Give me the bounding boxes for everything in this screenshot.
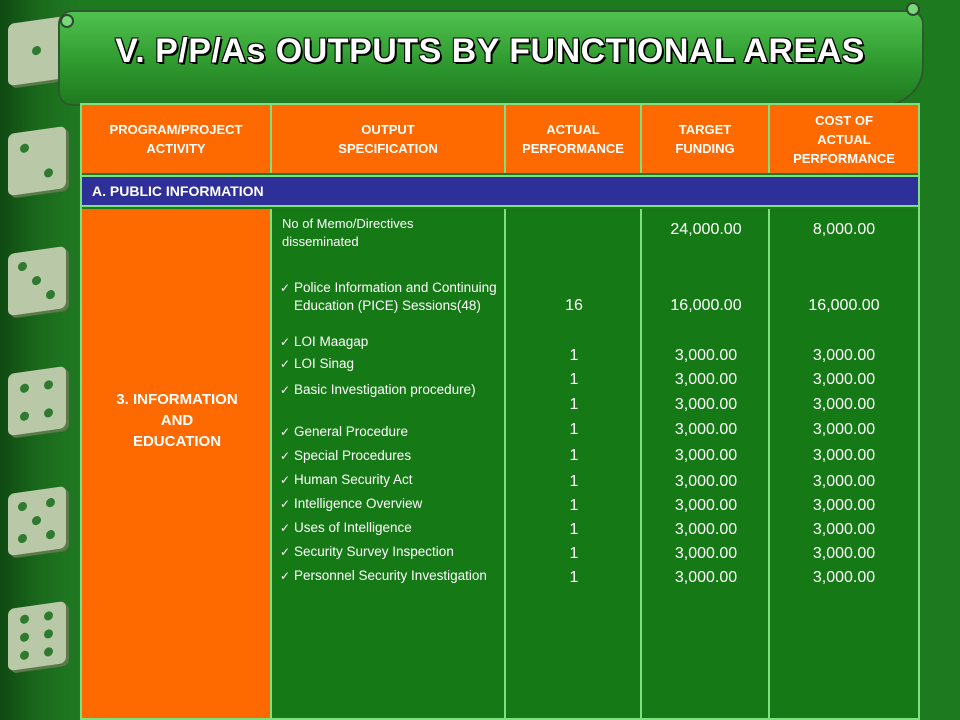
spec-item-text: General Procedure — [294, 424, 409, 439]
scroll-curl-icon — [60, 14, 74, 28]
check-icon: ✓ — [280, 569, 291, 583]
cost-value: 3,000.00 — [812, 473, 876, 490]
spec-list-item — [280, 495, 504, 513]
actual-value: 1 — [569, 497, 579, 514]
spec-list-item — [280, 543, 504, 561]
background-left-strip — [0, 0, 80, 720]
spec-list-item — [280, 567, 504, 585]
actual-value: 1 — [569, 473, 579, 490]
spec-item-text: Police Information and Continuing Education (PICE) Sessions(48) — [294, 280, 497, 313]
spec-list-item — [280, 381, 504, 399]
dice-icon — [8, 246, 66, 316]
spec-item-text: Personnel Security Investigation — [294, 568, 487, 583]
actual-value: 1 — [569, 347, 579, 364]
target-value: 24,000.00 — [670, 221, 742, 238]
cost-value: 3,000.00 — [812, 421, 876, 438]
page-title: V. P/P/As OUTPUTS BY FUNCTIONAL AREAS — [115, 32, 865, 70]
cost-value: 3,000.00 — [812, 545, 876, 562]
actual-value: 1 — [569, 569, 579, 586]
check-icon: ✓ — [280, 521, 291, 535]
check-icon: ✓ — [280, 335, 291, 349]
target-value: 3,000.00 — [674, 569, 738, 586]
check-icon: ✓ — [280, 449, 291, 463]
check-icon: ✓ — [280, 281, 291, 295]
target-value: 3,000.00 — [674, 497, 738, 514]
spec-item-text: Uses of Intelligence — [294, 520, 412, 535]
check-icon: ✓ — [280, 383, 291, 397]
cost-value: 3,000.00 — [812, 396, 876, 413]
actual-value: 16 — [565, 297, 583, 314]
spec-item-text: Human Security Act — [294, 472, 413, 487]
dice-icon — [8, 486, 66, 556]
outputs-table — [80, 103, 920, 720]
dice-icon — [8, 126, 66, 196]
cost-value: 3,000.00 — [812, 371, 876, 388]
spec-list-item — [280, 519, 504, 537]
target-value: 3,000.00 — [674, 421, 738, 438]
actual-value: 1 — [569, 396, 579, 413]
header-output-specification: OUTPUT SPECIFICATION — [272, 105, 506, 173]
check-icon: ✓ — [280, 425, 291, 439]
target-value: 3,000.00 — [674, 396, 738, 413]
spec-list-item — [280, 279, 504, 315]
spec-list-item — [280, 423, 504, 441]
header-program-activity: PROGRAM/PROJECT ACTIVITY — [82, 105, 272, 173]
program-column — [82, 209, 272, 718]
check-icon: ✓ — [280, 473, 291, 487]
actual-value: 1 — [569, 545, 579, 562]
actual-value: 1 — [569, 521, 579, 538]
spec-item-text: Security Survey Inspection — [294, 544, 454, 559]
cost-value: 3,000.00 — [812, 447, 876, 464]
spec-list-item — [280, 471, 504, 489]
cost-value: 3,000.00 — [812, 521, 876, 538]
actual-value: 1 — [569, 447, 579, 464]
cost-value: 3,000.00 — [812, 569, 876, 586]
spec-item-text: LOI Maagap — [294, 334, 369, 349]
header-cost-of-actual-performance: COST OF ACTUAL PERFORMANCE — [770, 105, 918, 173]
target-value: 3,000.00 — [674, 473, 738, 490]
scroll-curl-icon — [906, 2, 920, 16]
actual-value: 1 — [569, 421, 579, 438]
spec-item-text: Basic Investigation procedure) — [294, 382, 476, 397]
target-value: 16,000.00 — [670, 297, 742, 314]
spec-list-item — [280, 447, 504, 465]
header-target-funding: TARGET FUNDING — [642, 105, 770, 173]
spec-item-text: Special Procedures — [294, 448, 412, 463]
spec-item-text: LOI Sinag — [294, 356, 355, 371]
target-value: 3,000.00 — [674, 545, 738, 562]
dice-icon — [8, 601, 66, 671]
check-icon: ✓ — [280, 497, 291, 511]
dice-icon — [8, 366, 66, 436]
section-public-information: A. PUBLIC INFORMATION — [82, 175, 918, 207]
check-icon: ✓ — [280, 357, 291, 371]
target-value: 3,000.00 — [674, 521, 738, 538]
spec-list-item — [280, 355, 504, 373]
actual-value: 1 — [569, 371, 579, 388]
cost-value: 16,000.00 — [808, 297, 880, 314]
program-label: 3. INFORMATION AND EDUCATION — [116, 391, 238, 450]
spec-list-item — [280, 333, 504, 351]
target-value: 3,000.00 — [674, 347, 738, 364]
target-value: 3,000.00 — [674, 447, 738, 464]
cost-value: 3,000.00 — [812, 497, 876, 514]
target-value: 3,000.00 — [674, 371, 738, 388]
header-actual-performance: ACTUAL PERFORMANCE — [506, 105, 642, 173]
cost-value: 8,000.00 — [812, 221, 876, 238]
check-icon: ✓ — [280, 545, 291, 559]
cost-value: 3,000.00 — [812, 347, 876, 364]
spec-memo-directives: No of Memo/Directives disseminated — [282, 216, 414, 249]
spec-item-text: Intelligence Overview — [294, 496, 423, 511]
